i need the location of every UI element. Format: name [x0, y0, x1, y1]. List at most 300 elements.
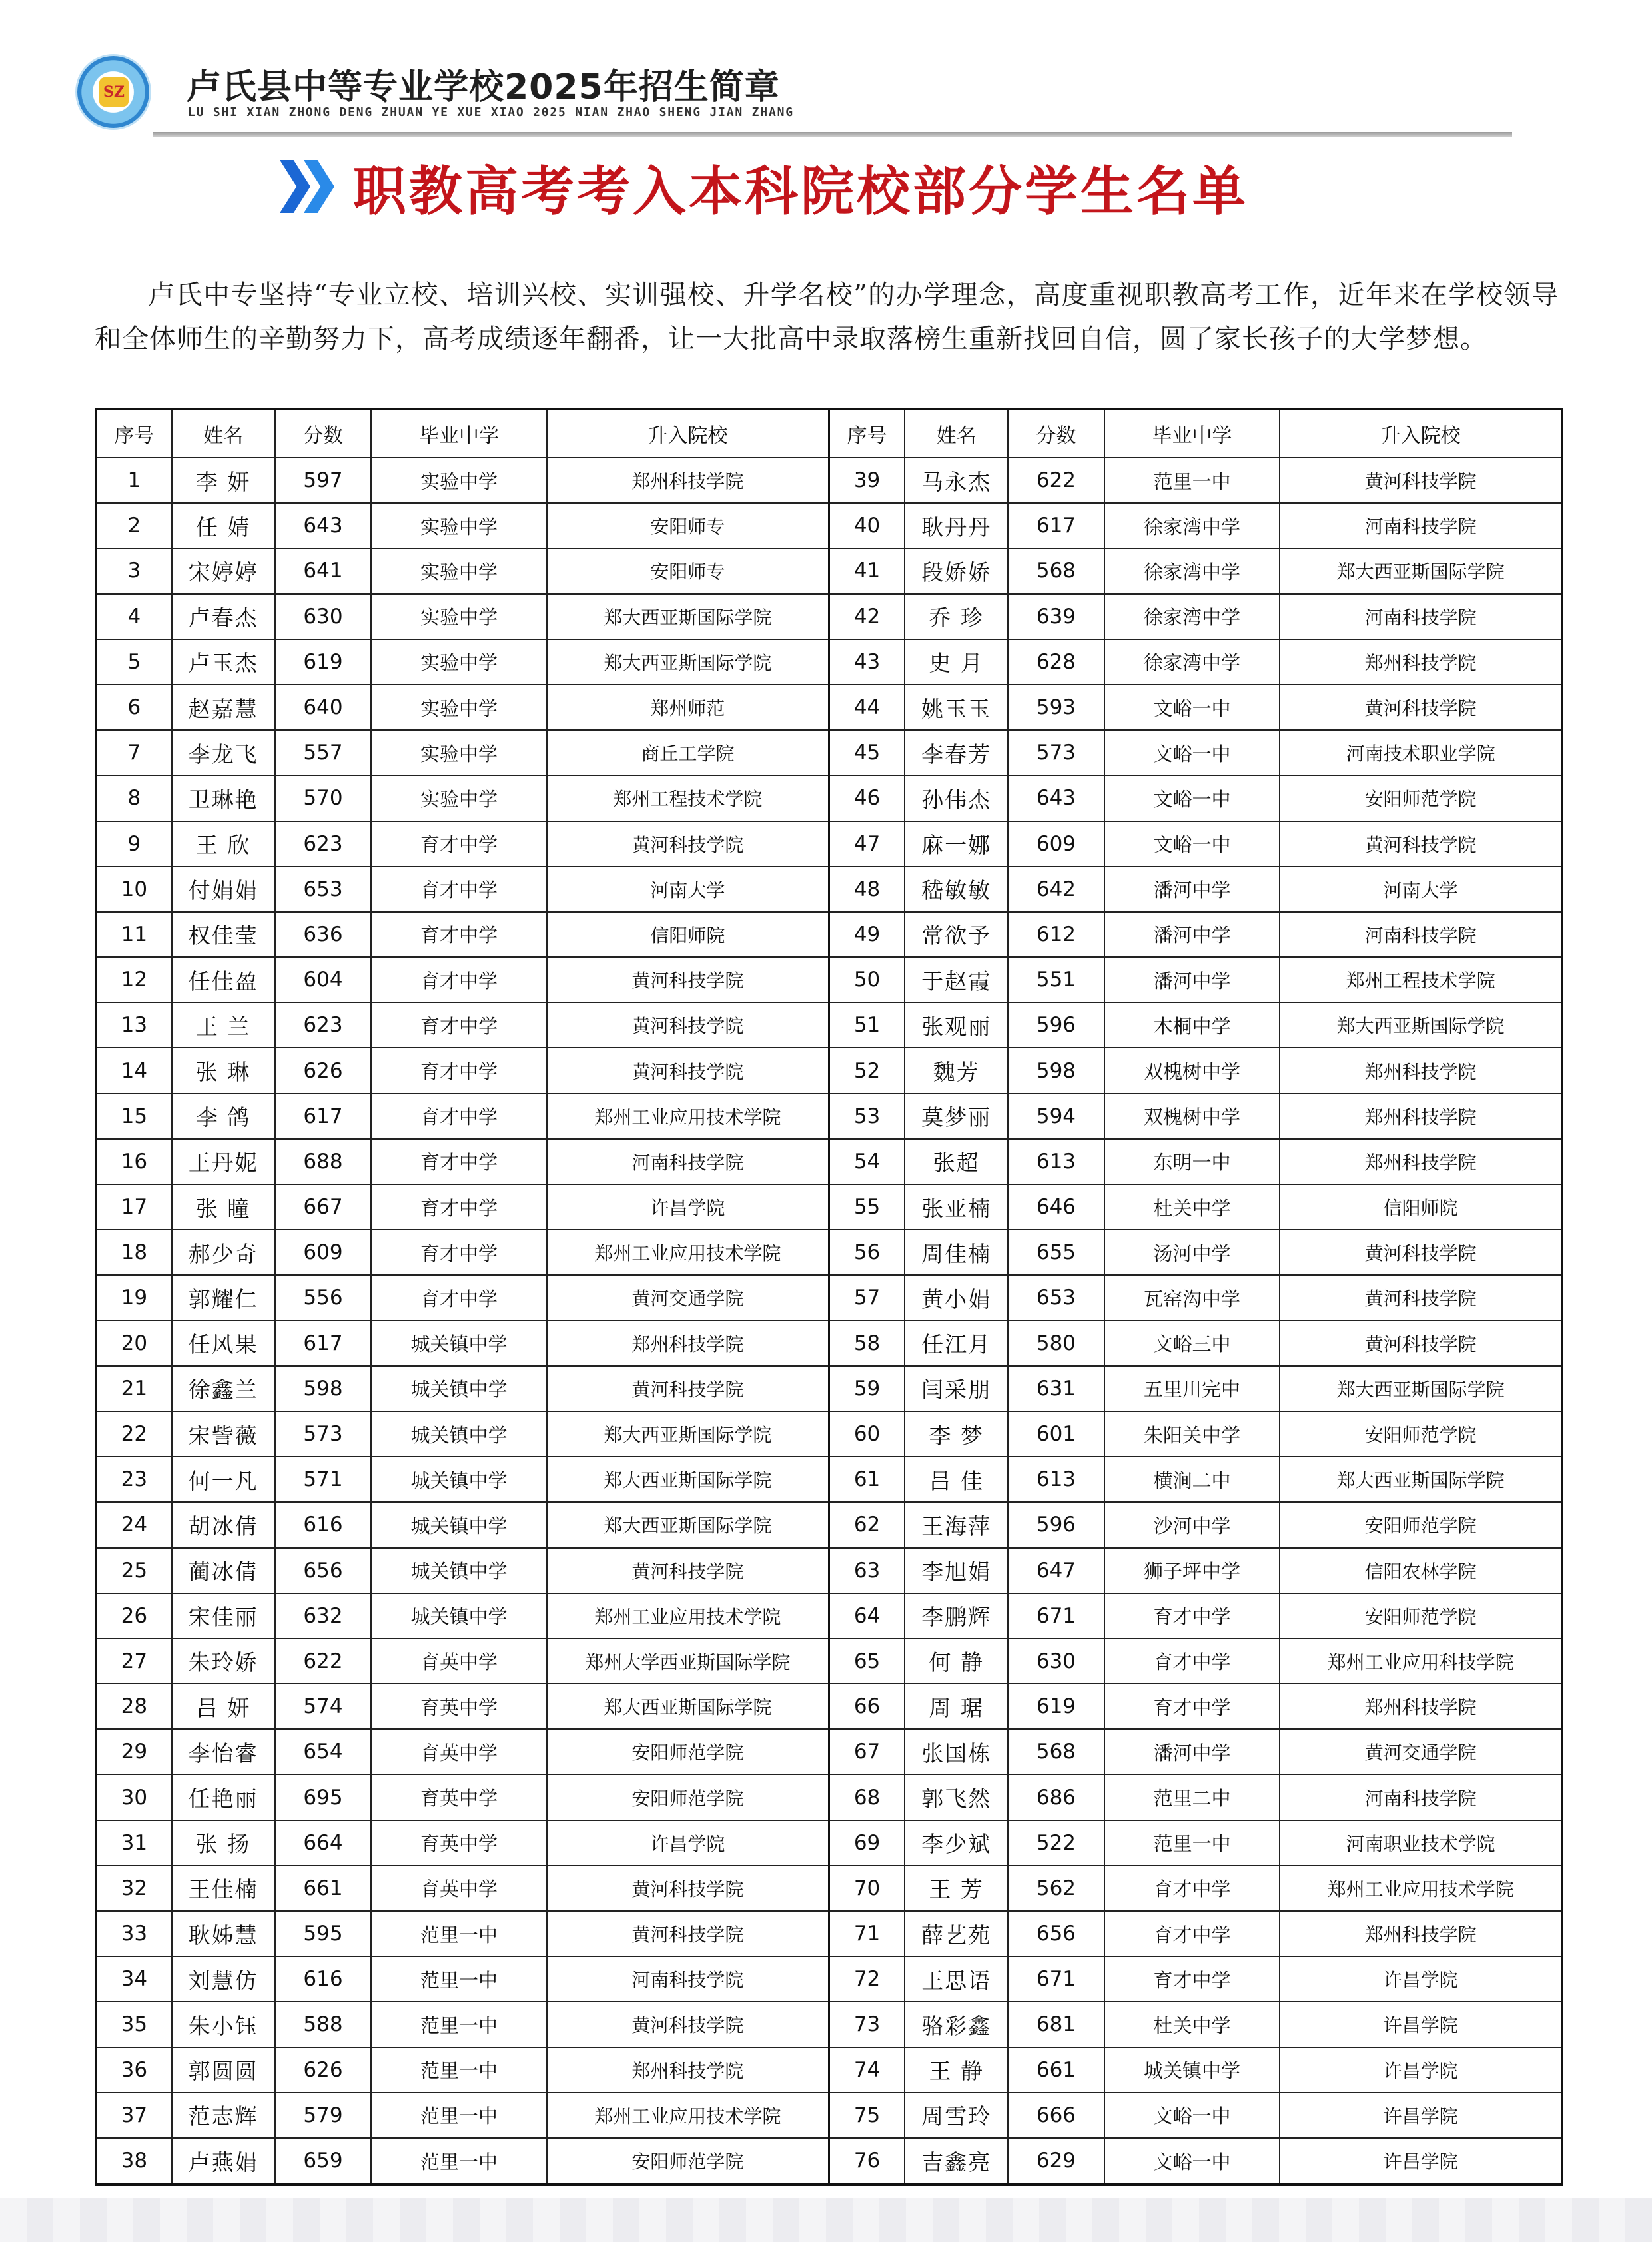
cell-school: 文峪一中	[1104, 775, 1280, 821]
cell-school: 双槐树中学	[1104, 1048, 1280, 1093]
cell-name: 宋訾薇	[172, 1411, 275, 1457]
cell-score: 598	[275, 1366, 372, 1411]
cell-school: 朱阳关中学	[1104, 1411, 1280, 1457]
table-row	[96, 2138, 1562, 2185]
cell-school: 横涧二中	[1104, 1457, 1280, 1502]
table-row	[96, 1684, 1562, 1729]
cell-name: 郭飞然	[905, 1774, 1008, 1820]
cell-college: 安阳师范学院	[1280, 1411, 1562, 1457]
cell-index: 36	[96, 2048, 172, 2093]
cell-name: 朱玲娇	[172, 1639, 275, 1684]
cell-college: 郑州科技学院	[1280, 1139, 1562, 1184]
cell-name: 李 梦	[905, 1411, 1008, 1457]
table-row	[96, 1139, 1562, 1184]
cell-name: 何 静	[905, 1639, 1008, 1684]
cell-index: 60	[829, 1411, 905, 1457]
cell-name: 张 琳	[172, 1048, 275, 1093]
cell-school: 范里一中	[1104, 1820, 1280, 1866]
cell-school: 范里一中	[371, 1911, 547, 1956]
table-row	[96, 594, 1562, 639]
cell-school: 育英中学	[371, 1866, 547, 1911]
cell-school: 实验中学	[371, 503, 547, 548]
cell-name: 张亚楠	[905, 1184, 1008, 1230]
cell-college: 安阳师专	[547, 548, 829, 593]
cell-college: 郑州工业应用技术学院	[547, 1593, 829, 1639]
cell-name: 薛艺苑	[905, 1911, 1008, 1956]
cell-index: 28	[96, 1684, 172, 1729]
cell-school: 育英中学	[371, 1820, 547, 1866]
cell-score: 695	[275, 1774, 372, 1820]
cell-score: 573	[275, 1411, 372, 1457]
col-header-score: 分数	[275, 409, 372, 458]
table-row	[96, 1094, 1562, 1139]
cell-school: 木桐中学	[1104, 1002, 1280, 1048]
table-row	[96, 685, 1562, 730]
cell-score: 596	[1008, 1002, 1104, 1048]
cell-score: 636	[275, 912, 372, 957]
cell-score: 596	[1008, 1502, 1104, 1547]
cell-score: 626	[275, 2048, 372, 2093]
cell-college: 黄河科技学院	[547, 1911, 829, 1956]
cell-college: 郑州工业应用技术学院	[547, 1094, 829, 1139]
cell-score: 522	[1008, 1820, 1104, 1866]
cell-index: 27	[96, 1639, 172, 1684]
cell-college: 郑大西亚斯国际学院	[1280, 1457, 1562, 1502]
cell-school: 城关镇中学	[371, 1366, 547, 1411]
cell-score: 623	[275, 1002, 372, 1048]
cell-score: 623	[275, 821, 372, 867]
cell-name: 任 婧	[172, 503, 275, 548]
cell-score: 619	[275, 639, 372, 685]
cell-index: 39	[829, 458, 905, 503]
cell-name: 周雪玲	[905, 2093, 1008, 2138]
cell-college: 郑州工业应用技术学院	[1280, 1866, 1562, 1911]
cell-score: 641	[275, 548, 372, 593]
cell-college: 河南技术职业学院	[1280, 730, 1562, 775]
cell-name: 孙伟杰	[905, 775, 1008, 821]
table-row	[96, 1457, 1562, 1502]
cell-name: 李春芳	[905, 730, 1008, 775]
cell-score: 681	[1008, 2002, 1104, 2047]
cell-name: 吕 佳	[905, 1457, 1008, 1502]
cell-score: 595	[275, 1911, 372, 1956]
cell-college: 安阳师范学院	[1280, 1593, 1562, 1639]
cell-name: 赵嘉慧	[172, 685, 275, 730]
cell-name: 张观丽	[905, 1002, 1008, 1048]
cell-college: 河南科技学院	[547, 1956, 829, 2002]
cell-college: 郑大西亚斯国际学院	[547, 1457, 829, 1502]
cell-school: 潘河中学	[1104, 867, 1280, 912]
cell-college: 郑大西亚斯国际学院	[1280, 1366, 1562, 1411]
cell-score: 616	[275, 1956, 372, 2002]
cell-name: 王佳楠	[172, 1866, 275, 1911]
cell-score: 597	[275, 458, 372, 503]
cell-index: 8	[96, 775, 172, 821]
col-header-college: 升入院校	[547, 409, 829, 458]
cell-index: 40	[829, 503, 905, 548]
cell-college: 河南科技学院	[1280, 1774, 1562, 1820]
cell-school: 实验中学	[371, 639, 547, 685]
cell-index: 58	[829, 1321, 905, 1366]
cell-school: 育才中学	[1104, 1911, 1280, 1956]
table-row	[96, 1548, 1562, 1593]
cell-index: 16	[96, 1139, 172, 1184]
cell-school: 狮子坪中学	[1104, 1548, 1280, 1593]
cell-name: 宋婷婷	[172, 548, 275, 593]
cell-score: 659	[275, 2138, 372, 2185]
cell-index: 17	[96, 1184, 172, 1230]
cell-name: 李旭娟	[905, 1548, 1008, 1593]
cell-index: 57	[829, 1275, 905, 1320]
table-row	[96, 775, 1562, 821]
cell-name: 周佳楠	[905, 1230, 1008, 1275]
cell-college: 黄河科技学院	[547, 1548, 829, 1593]
cell-index: 1	[96, 458, 172, 503]
cell-score: 630	[275, 594, 372, 639]
cell-index: 29	[96, 1729, 172, 1774]
cell-school: 范里一中	[371, 1956, 547, 2002]
cell-school: 五里川完中	[1104, 1366, 1280, 1411]
cell-school: 杜关中学	[1104, 2002, 1280, 2047]
cell-school: 育英中学	[371, 1774, 547, 1820]
cell-college: 安阳师范学院	[547, 1729, 829, 1774]
table-row	[96, 548, 1562, 593]
cell-college: 黄河交通学院	[1280, 1729, 1562, 1774]
cell-index: 53	[829, 1094, 905, 1139]
cell-school: 瓦窑沟中学	[1104, 1275, 1280, 1320]
cell-index: 56	[829, 1230, 905, 1275]
cell-index: 13	[96, 1002, 172, 1048]
cell-college: 安阳师范学院	[547, 1774, 829, 1820]
cell-index: 64	[829, 1593, 905, 1639]
cell-school: 城关镇中学	[371, 1502, 547, 1547]
table-row	[96, 1911, 1562, 1956]
table-body	[96, 458, 1562, 2185]
cell-index: 22	[96, 1411, 172, 1457]
table-row	[96, 1956, 1562, 2002]
table-row	[96, 1411, 1562, 1457]
cell-name: 魏芳	[905, 1048, 1008, 1093]
cell-name: 于赵霞	[905, 957, 1008, 1002]
cell-index: 48	[829, 867, 905, 912]
cell-score: 588	[275, 2002, 372, 2047]
cell-name: 王丹妮	[172, 1139, 275, 1184]
cell-college: 郑大西亚斯国际学院	[1280, 548, 1562, 593]
cell-college: 黄河科技学院	[1280, 458, 1562, 503]
cell-college: 许昌学院	[1280, 2093, 1562, 2138]
cell-name: 张超	[905, 1139, 1008, 1184]
cell-name: 何一凡	[172, 1457, 275, 1502]
cell-name: 朱小钰	[172, 2002, 275, 2047]
cell-score: 642	[1008, 867, 1104, 912]
cell-score: 666	[1008, 2093, 1104, 2138]
cell-index: 45	[829, 730, 905, 775]
cell-name: 马永杰	[905, 458, 1008, 503]
cell-score: 580	[1008, 1321, 1104, 1366]
cell-school: 范里一中	[371, 2138, 547, 2185]
cell-school: 沙河中学	[1104, 1502, 1280, 1547]
cell-score: 643	[275, 503, 372, 548]
cell-name: 任江月	[905, 1321, 1008, 1366]
cell-school: 育才中学	[1104, 1639, 1280, 1684]
cell-school: 实验中学	[371, 730, 547, 775]
header-title: 卢氏县中等专业学校2025年招生简章	[187, 67, 780, 107]
cell-school: 潘河中学	[1104, 957, 1280, 1002]
cell-index: 68	[829, 1774, 905, 1820]
cell-name: 张国栋	[905, 1729, 1008, 1774]
cell-college: 郑大西亚斯国际学院	[547, 1502, 829, 1547]
cell-name: 胡冰倩	[172, 1502, 275, 1547]
table-row	[96, 912, 1562, 957]
cell-school: 育才中学	[1104, 1866, 1280, 1911]
cell-index: 23	[96, 1457, 172, 1502]
table-row	[96, 1774, 1562, 1820]
cell-score: 639	[1008, 594, 1104, 639]
cell-score: 626	[275, 1048, 372, 1093]
cell-score: 630	[1008, 1639, 1104, 1684]
cell-college: 郑州科技学院	[547, 2048, 829, 2093]
cell-school: 双槐树中学	[1104, 1094, 1280, 1139]
cell-index: 18	[96, 1230, 172, 1275]
cell-index: 55	[829, 1184, 905, 1230]
cell-score: 653	[275, 867, 372, 912]
cell-score: 562	[1008, 1866, 1104, 1911]
table-row	[96, 730, 1562, 775]
cell-name: 王海萍	[905, 1502, 1008, 1547]
cell-college: 河南大学	[1280, 867, 1562, 912]
cell-name: 李怡睿	[172, 1729, 275, 1774]
table-row	[96, 1230, 1562, 1275]
cell-score: 613	[1008, 1457, 1104, 1502]
cell-name: 李鹏辉	[905, 1593, 1008, 1639]
cell-index: 44	[829, 685, 905, 730]
cell-name: 耿姊慧	[172, 1911, 275, 1956]
cell-index: 59	[829, 1366, 905, 1411]
table-row	[96, 1184, 1562, 1230]
cell-index: 66	[829, 1684, 905, 1729]
cell-index: 14	[96, 1048, 172, 1093]
cell-school: 文峪三中	[1104, 1321, 1280, 1366]
cell-score: 631	[1008, 1366, 1104, 1411]
cell-school: 育才中学	[371, 1139, 547, 1184]
cell-score: 655	[1008, 1230, 1104, 1275]
cell-score: 551	[1008, 957, 1104, 1002]
cell-name: 王思语	[905, 1956, 1008, 2002]
cell-school: 育才中学	[371, 867, 547, 912]
cell-college: 许昌学院	[1280, 2002, 1562, 2047]
cell-score: 661	[1008, 2048, 1104, 2093]
cell-college: 河南科技学院	[1280, 594, 1562, 639]
cell-index: 47	[829, 821, 905, 867]
cell-college: 许昌学院	[547, 1820, 829, 1866]
cell-score: 568	[1008, 1729, 1104, 1774]
cell-name: 耿丹丹	[905, 503, 1008, 548]
cell-index: 69	[829, 1820, 905, 1866]
cell-index: 11	[96, 912, 172, 957]
cell-index: 41	[829, 548, 905, 593]
col-header-name: 姓名	[905, 409, 1008, 458]
table-row	[96, 458, 1562, 503]
intro-paragraph: 卢氏中专坚持“专业立校、培训兴校、实训强校、升学名校”的办学理念，高度重视职教高考工作，近年来在学校领导和全体师生的辛勤努力下，高考成绩逐年翻番，让一大批高中录取落榜生重新找回自信，圆了家长孩子的大学梦想。	[95, 280, 1559, 354]
cell-school: 范里一中	[371, 2002, 547, 2047]
cell-college: 黄河科技学院	[547, 1366, 829, 1411]
cell-name: 乔 珍	[905, 594, 1008, 639]
cell-college: 郑州科技学院	[1280, 1048, 1562, 1093]
table-row	[96, 821, 1562, 867]
cell-index: 51	[829, 1002, 905, 1048]
cell-score: 628	[1008, 639, 1104, 685]
cell-college: 安阳师范学院	[1280, 1502, 1562, 1547]
table-row	[96, 639, 1562, 685]
cell-name: 卫琳艳	[172, 775, 275, 821]
cell-score: 661	[275, 1866, 372, 1911]
cell-college: 黄河交通学院	[547, 1275, 829, 1320]
cell-index: 73	[829, 2002, 905, 2047]
cell-score: 593	[1008, 685, 1104, 730]
cell-index: 50	[829, 957, 905, 1002]
cell-name: 麻一娜	[905, 821, 1008, 867]
cell-score: 643	[1008, 775, 1104, 821]
table-row	[96, 957, 1562, 1002]
table-row	[96, 1502, 1562, 1547]
cell-name: 骆彩鑫	[905, 2002, 1008, 2047]
student-list-table	[95, 408, 1563, 2186]
cell-score: 617	[275, 1094, 372, 1139]
footer-band	[0, 2198, 1652, 2242]
cell-score: 609	[275, 1230, 372, 1275]
cell-index: 33	[96, 1911, 172, 1956]
cell-index: 30	[96, 1774, 172, 1820]
cell-college: 黄河科技学院	[1280, 685, 1562, 730]
cell-name: 黄小娟	[905, 1275, 1008, 1320]
cell-college: 安阳师专	[547, 503, 829, 548]
cell-college: 河南科技学院	[1280, 912, 1562, 957]
cell-index: 49	[829, 912, 905, 957]
cell-score: 601	[1008, 1411, 1104, 1457]
cell-college: 郑州工业应用技术学院	[547, 2093, 829, 2138]
table-row	[96, 2002, 1562, 2047]
cell-name: 王 欣	[172, 821, 275, 867]
cell-school: 育才中学	[371, 821, 547, 867]
cell-college: 黄河科技学院	[547, 2002, 829, 2047]
cell-school: 育才中学	[371, 912, 547, 957]
cell-score: 664	[275, 1820, 372, 1866]
cell-college: 许昌学院	[1280, 2138, 1562, 2185]
cell-college: 许昌学院	[1280, 2048, 1562, 2093]
cell-score: 622	[1008, 458, 1104, 503]
cell-school: 育英中学	[371, 1729, 547, 1774]
cell-name: 嵇敏敏	[905, 867, 1008, 912]
col-header-index: 序号	[96, 409, 172, 458]
cell-index: 3	[96, 548, 172, 593]
cell-college: 黄河科技学院	[547, 1002, 829, 1048]
cell-score: 557	[275, 730, 372, 775]
double-chevron-right-icon	[280, 153, 340, 220]
cell-school: 潘河中学	[1104, 1729, 1280, 1774]
cell-index: 46	[829, 775, 905, 821]
cell-score: 556	[275, 1275, 372, 1320]
cell-college: 黄河科技学院	[1280, 1321, 1562, 1366]
col-header-school: 毕业中学	[1104, 409, 1280, 458]
cell-college: 郑州科技学院	[1280, 1911, 1562, 1956]
cell-school: 城关镇中学	[371, 1593, 547, 1639]
table-row	[96, 1275, 1562, 1320]
cell-school: 东明一中	[1104, 1139, 1280, 1184]
cell-school: 文峪一中	[1104, 685, 1280, 730]
cell-index: 21	[96, 1366, 172, 1411]
cell-score: 604	[275, 957, 372, 1002]
cell-index: 31	[96, 1820, 172, 1866]
cell-name: 范志辉	[172, 2093, 275, 2138]
cell-name: 张 瞳	[172, 1184, 275, 1230]
table-row	[96, 1002, 1562, 1048]
cell-name: 姚玉玉	[905, 685, 1008, 730]
cell-index: 2	[96, 503, 172, 548]
cell-school: 实验中学	[371, 685, 547, 730]
cell-school: 徐家湾中学	[1104, 639, 1280, 685]
table-row	[96, 2093, 1562, 2138]
cell-school: 城关镇中学	[371, 1457, 547, 1502]
col-header-name: 姓名	[172, 409, 275, 458]
cell-score: 616	[275, 1502, 372, 1547]
cell-name: 吉鑫亮	[905, 2138, 1008, 2185]
cell-college: 信阳师院	[547, 912, 829, 957]
cell-index: 43	[829, 639, 905, 685]
cell-score: 667	[275, 1184, 372, 1230]
cell-college: 黄河科技学院	[1280, 1275, 1562, 1320]
cell-name: 李 鸽	[172, 1094, 275, 1139]
cell-score: 598	[1008, 1048, 1104, 1093]
cell-college: 许昌学院	[547, 1184, 829, 1230]
cell-name: 徐鑫兰	[172, 1366, 275, 1411]
cell-score: 622	[275, 1639, 372, 1684]
cell-index: 35	[96, 2002, 172, 2047]
cell-college: 安阳师范学院	[547, 2138, 829, 2185]
cell-score: 656	[1008, 1911, 1104, 1956]
cell-score: 613	[1008, 1139, 1104, 1184]
cell-school: 范里二中	[1104, 1774, 1280, 1820]
cell-school: 育才中学	[371, 1230, 547, 1275]
cell-school: 育才中学	[371, 1275, 547, 1320]
cell-index: 72	[829, 1956, 905, 2002]
cell-score: 647	[1008, 1548, 1104, 1593]
cell-name: 史 月	[905, 639, 1008, 685]
section-heading	[280, 150, 1248, 223]
cell-score: 632	[275, 1593, 372, 1639]
cell-school: 徐家湾中学	[1104, 503, 1280, 548]
cell-name: 闫采朋	[905, 1366, 1008, 1411]
cell-name: 权佳莹	[172, 912, 275, 957]
cell-index: 20	[96, 1321, 172, 1366]
cell-college: 郑大西亚斯国际学院	[1280, 1002, 1562, 1048]
cell-score: 640	[275, 685, 372, 730]
cell-index: 6	[96, 685, 172, 730]
cell-score: 594	[1008, 1094, 1104, 1139]
cell-score: 570	[275, 775, 372, 821]
cell-index: 26	[96, 1593, 172, 1639]
cell-score: 654	[275, 1729, 372, 1774]
cell-score: 653	[1008, 1275, 1104, 1320]
cell-college: 郑州师范	[547, 685, 829, 730]
cell-school: 文峪一中	[1104, 730, 1280, 775]
cell-school: 城关镇中学	[371, 1321, 547, 1366]
section-title: 职教高考考入本科院校部分学生名单	[353, 159, 1248, 222]
cell-college: 郑州大学西亚斯国际学院	[547, 1639, 829, 1684]
cell-score: 617	[275, 1321, 372, 1366]
cell-school: 城关镇中学	[371, 1548, 547, 1593]
cell-index: 61	[829, 1457, 905, 1502]
cell-college: 河南科技学院	[547, 1139, 829, 1184]
